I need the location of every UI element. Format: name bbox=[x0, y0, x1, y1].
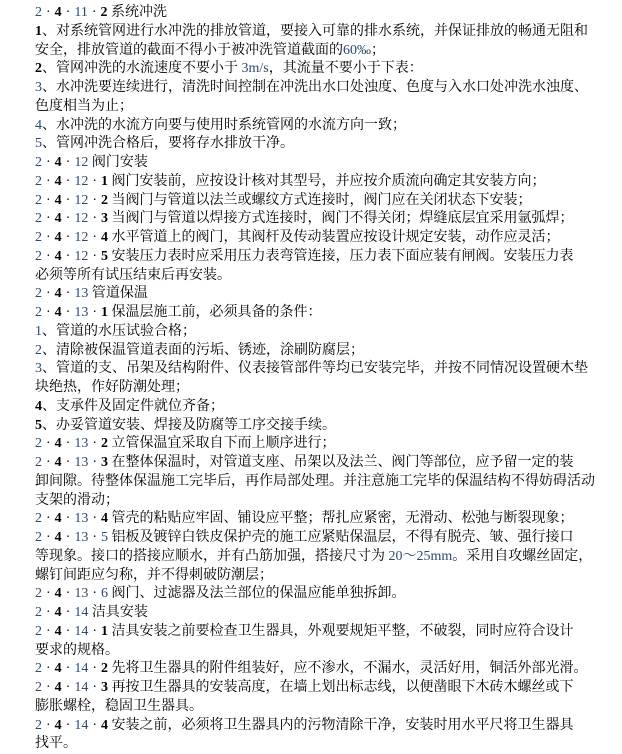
section-number: 14 bbox=[74, 605, 89, 620]
section-number: · bbox=[65, 192, 71, 208]
section-number: · bbox=[46, 623, 51, 639]
text-line bbox=[35, 604, 622, 623]
text-line bbox=[35, 548, 622, 567]
text-line bbox=[35, 660, 622, 679]
body-text: 阀门安装 bbox=[88, 155, 148, 170]
section-number: 12 bbox=[74, 211, 89, 227]
body-text: 、管道的水压试验合格； bbox=[42, 323, 196, 339]
body-text: 安装压力表时应采用压力表弯管连接，压力表下面应装有闸阀。安装压力表 bbox=[108, 248, 574, 264]
section-number: 4 bbox=[54, 530, 62, 545]
section-number: · bbox=[46, 661, 51, 677]
section-number: · bbox=[92, 530, 98, 545]
body-text: 在整体保温时，对管道支座、吊架以及法兰、阀门等部位，应予留一定的装 bbox=[108, 455, 574, 470]
body-text: ，其流量不要小于下表： bbox=[268, 61, 423, 77]
body-text: 当阀门与管道以法兰或螺纹方式连接时，阀门应在关闭状态下安装； bbox=[108, 192, 532, 208]
section-number: 6 bbox=[101, 586, 109, 602]
body-text: 、清除被保温管道表面的污垢、锈迹，涂刷防腐层； bbox=[42, 342, 364, 358]
text-line bbox=[35, 60, 622, 79]
section-number: 2 bbox=[35, 680, 42, 695]
text-line bbox=[35, 192, 622, 211]
body-text: 安全，排放管道的截面不得小于被冲洗管道截面的 bbox=[35, 42, 343, 58]
body-text: 铝板及镀锌白铁皮保护壳的施工应紧贴保温层，不得有脱壳、皱、强行接口 bbox=[108, 530, 574, 545]
body-text: 螺钉间距应匀称，并不得刺破防潮层； bbox=[35, 567, 273, 583]
section-number: 13 bbox=[74, 305, 89, 320]
section-number: 2 bbox=[101, 192, 109, 208]
body-text: 阀门安装前，应按设计核对其型号，并应按介质流向确定其安装方向； bbox=[108, 173, 546, 189]
body-text: 、支承件及固定件就位齐备； bbox=[42, 398, 224, 414]
text-line bbox=[35, 173, 622, 192]
section-number: · bbox=[65, 155, 71, 170]
section-number: 20～25mm bbox=[388, 548, 453, 564]
section-number: 4 bbox=[54, 717, 62, 733]
section-number: 4 bbox=[54, 211, 62, 227]
section-number: 14 bbox=[74, 717, 89, 733]
section-number: · bbox=[46, 511, 51, 527]
body-text: 系统冲洗 bbox=[107, 5, 167, 20]
section-number: 13 bbox=[74, 286, 89, 302]
text-line bbox=[35, 323, 622, 342]
section-number: 60‰ bbox=[343, 42, 371, 58]
section-number: 2 bbox=[35, 342, 42, 358]
section-number: · bbox=[65, 436, 71, 452]
section-number: 2 bbox=[35, 455, 42, 470]
text-line bbox=[35, 360, 622, 379]
text-line bbox=[35, 98, 622, 117]
section-number: · bbox=[46, 586, 51, 602]
section-number: · bbox=[65, 173, 71, 189]
section-number: 2 bbox=[35, 211, 42, 227]
body-text: 必须等所有试压结束后再安装。 bbox=[35, 267, 231, 283]
section-number: 14 bbox=[74, 661, 89, 677]
text-line bbox=[35, 642, 622, 661]
section-number: 3 bbox=[101, 211, 109, 227]
section-number: · bbox=[65, 5, 71, 20]
section-number: · bbox=[92, 455, 98, 470]
text-line bbox=[35, 229, 622, 248]
body-text: 、对系统管网进行水冲洗的排放管道，要接入可靠的排水系统，并保证排放的畅通无阻和 bbox=[42, 23, 588, 39]
section-number: 4 bbox=[54, 680, 62, 695]
section-number: 5 bbox=[35, 136, 42, 152]
section-number: 3 bbox=[35, 361, 42, 377]
section-number: 2 bbox=[35, 61, 42, 77]
section-number: 5 bbox=[101, 530, 109, 545]
section-number: · bbox=[92, 436, 98, 452]
section-number: 2 bbox=[35, 155, 42, 170]
section-number: 5 bbox=[35, 417, 42, 433]
section-number: 13 bbox=[74, 436, 89, 452]
section-number: · bbox=[92, 305, 98, 320]
text-line bbox=[35, 492, 622, 511]
text-line bbox=[35, 567, 622, 586]
body-text: 当阀门与管道以焊接方式连接时，阀门不得关闭；焊缝底层宜采用氩弧焊； bbox=[108, 211, 574, 227]
section-number: 2 bbox=[35, 192, 42, 208]
body-text: 膨胀螺栓，稳固卫生器具。 bbox=[35, 698, 203, 714]
section-number: 2 bbox=[35, 586, 42, 602]
text-line bbox=[35, 454, 622, 473]
section-number: · bbox=[65, 248, 71, 264]
section-number: · bbox=[65, 455, 71, 470]
text-line bbox=[35, 135, 622, 154]
section-number: · bbox=[65, 623, 71, 639]
section-number: · bbox=[65, 717, 71, 733]
section-number: 3 bbox=[101, 455, 109, 470]
text-line bbox=[35, 210, 622, 229]
section-number: 14 bbox=[74, 623, 89, 639]
text-line bbox=[35, 435, 622, 454]
section-number: · bbox=[65, 605, 71, 620]
body-text: 安装之前，必须将卫生器具内的污物清除干净，安装时用水平尺将卫生器具 bbox=[108, 717, 574, 733]
section-number: · bbox=[46, 286, 51, 302]
section-number: 2 bbox=[35, 230, 42, 245]
body-text: 、办妥管道安装、焊接及防腐等工序交接手续。 bbox=[42, 417, 336, 433]
section-number: 4 bbox=[35, 398, 42, 414]
body-text: 管壳的粘贴应牢固、铺设应平整；帮扎应紧密，无滑动、松弛与断裂现象； bbox=[108, 511, 574, 527]
section-number: · bbox=[65, 680, 71, 695]
section-number: 12 bbox=[74, 155, 89, 170]
text-line bbox=[35, 342, 622, 361]
section-number: 4 bbox=[101, 717, 109, 733]
section-number: 4 bbox=[101, 230, 109, 245]
body-text: 、管道的支、吊架及结构附件、仪表接管部件等均已安装完毕，并按不同情况设置硬木垫 bbox=[42, 361, 588, 377]
section-number: · bbox=[92, 586, 98, 602]
section-number: 2 bbox=[35, 605, 42, 620]
section-number: 5 bbox=[101, 248, 109, 264]
section-number: 13 bbox=[74, 586, 89, 602]
section-number: 2 bbox=[101, 436, 109, 452]
section-number: 2 bbox=[35, 248, 42, 264]
section-number: 2 bbox=[35, 173, 42, 189]
body-text: 要求的规格。 bbox=[35, 642, 119, 658]
section-number: 3m/s bbox=[241, 61, 269, 77]
text-line bbox=[35, 529, 622, 548]
body-text: 卸间隙。待整体保温施工完毕后，再作局部处理。并注意施工完毕的保温结构不得妨碍活动 bbox=[35, 473, 595, 489]
section-number: 11 bbox=[74, 5, 88, 20]
text-line bbox=[35, 698, 622, 717]
section-number: · bbox=[46, 248, 51, 264]
text-line bbox=[35, 417, 622, 436]
section-number: 4 bbox=[54, 436, 62, 452]
body-text: ； bbox=[371, 42, 385, 58]
section-number: 4 bbox=[54, 586, 62, 602]
text-line bbox=[35, 79, 622, 98]
body-text: 水平管道上的阀门，其阀杆及传动装置应按设计规定安装，动作应灵活； bbox=[108, 230, 560, 245]
section-number: 4 bbox=[54, 173, 62, 189]
section-number: · bbox=[46, 155, 51, 170]
section-number: 2 bbox=[35, 305, 42, 320]
section-number: 3 bbox=[101, 680, 109, 695]
document-body bbox=[35, 4, 622, 754]
body-text: 先将卫生器具的附件组装好，应不渗水，不漏水，灵活好用，铜活外部光滑。 bbox=[108, 661, 588, 677]
body-text: 找平。 bbox=[35, 736, 77, 752]
section-number: 4 bbox=[54, 155, 62, 170]
body-text: 、管网冲洗的水流速度不要小于 bbox=[42, 61, 242, 77]
section-number: · bbox=[92, 511, 98, 527]
text-line bbox=[35, 735, 622, 754]
section-number: · bbox=[65, 530, 71, 545]
section-number: 2 bbox=[101, 661, 109, 677]
text-line bbox=[35, 42, 622, 61]
section-number: · bbox=[65, 230, 71, 245]
section-number: 4 bbox=[35, 117, 42, 133]
section-number: 1 bbox=[101, 305, 109, 320]
section-number: 4 bbox=[54, 623, 62, 639]
section-number: · bbox=[46, 5, 51, 20]
section-number: · bbox=[92, 717, 98, 733]
text-line bbox=[35, 717, 622, 736]
section-number: 12 bbox=[74, 192, 89, 208]
section-number: 2 bbox=[35, 623, 42, 639]
section-number: 2 bbox=[35, 530, 42, 545]
section-number: 4 bbox=[54, 286, 62, 302]
text-line bbox=[35, 267, 622, 286]
section-number: · bbox=[65, 511, 71, 527]
section-number: · bbox=[46, 436, 51, 452]
body-text: 保温层施工前，必须具备的条件： bbox=[108, 305, 322, 320]
text-line bbox=[35, 398, 622, 417]
text-line bbox=[35, 510, 622, 529]
section-number: 4 bbox=[54, 192, 62, 208]
text-line bbox=[35, 623, 622, 642]
section-number: 2 bbox=[35, 717, 42, 733]
section-number: 2 bbox=[100, 5, 108, 20]
section-number: · bbox=[65, 286, 71, 302]
text-line bbox=[35, 379, 622, 398]
section-number: 1 bbox=[101, 623, 109, 639]
section-number: 2 bbox=[35, 661, 42, 677]
section-number: · bbox=[65, 661, 71, 677]
section-number: · bbox=[92, 623, 98, 639]
section-number: · bbox=[92, 230, 98, 245]
section-number: · bbox=[46, 680, 51, 695]
body-text: 支架的滑动； bbox=[35, 492, 119, 508]
section-number: 4 bbox=[54, 511, 62, 527]
section-number: 2 bbox=[35, 286, 42, 302]
text-line bbox=[35, 473, 622, 492]
section-number: · bbox=[46, 605, 51, 620]
section-number: · bbox=[46, 230, 51, 245]
body-text: 块绝热，作好防潮处理； bbox=[35, 380, 189, 395]
body-text: 管道保温 bbox=[88, 286, 148, 302]
section-number: · bbox=[46, 530, 51, 545]
section-number: 12 bbox=[74, 248, 89, 264]
text-line bbox=[35, 304, 622, 323]
section-number: 4 bbox=[54, 455, 62, 470]
text-line bbox=[35, 117, 622, 136]
text-line bbox=[35, 285, 622, 304]
section-number: · bbox=[92, 173, 98, 189]
section-number: · bbox=[91, 5, 97, 20]
section-number: · bbox=[92, 661, 98, 677]
body-text: 阀门、过滤器及法兰部位的保温应能单独拆卸。 bbox=[108, 586, 406, 602]
text-line bbox=[35, 4, 622, 23]
body-text: 立管保温宜采取自下而上顺序进行； bbox=[108, 436, 336, 452]
section-number: 4 bbox=[54, 248, 62, 264]
section-number: · bbox=[46, 173, 51, 189]
section-number: · bbox=[46, 305, 51, 320]
section-number: 2 bbox=[35, 436, 42, 452]
section-number: · bbox=[92, 211, 98, 227]
section-number: 4 bbox=[54, 661, 62, 677]
section-number: 4 bbox=[101, 511, 109, 527]
section-number: 4 bbox=[54, 305, 62, 320]
section-number: · bbox=[65, 211, 71, 227]
section-number: 2 bbox=[35, 5, 42, 20]
body-text: 洁具安装之前要检查卫生器具，外观要规矩平整，不破裂，同时应符合设计 bbox=[108, 623, 574, 639]
section-number: · bbox=[65, 305, 71, 320]
section-number: 13 bbox=[74, 455, 89, 470]
text-line bbox=[35, 585, 622, 604]
section-number: · bbox=[46, 211, 51, 227]
section-number: 1 bbox=[35, 323, 42, 339]
section-number: · bbox=[46, 455, 51, 470]
text-line bbox=[35, 248, 622, 267]
text-line bbox=[35, 679, 622, 698]
body-text: 。采用自攻螺丝固定， bbox=[452, 548, 593, 564]
body-text: 、水冲洗的水流方向要与使用时系统管网的水流方向一致； bbox=[42, 117, 406, 133]
body-text: 等现象。接口的搭接应顺水，并有凸筋加强，搭接尺寸为 bbox=[35, 548, 389, 564]
body-text: 再按卫生器具的安装高度，在墙上划出标志线，以便凿眼下木砖木螺丝或下 bbox=[108, 680, 574, 695]
section-number: 13 bbox=[74, 530, 89, 545]
body-text: 洁具安装 bbox=[88, 605, 148, 620]
section-number: 2 bbox=[35, 511, 42, 527]
section-number: · bbox=[46, 717, 51, 733]
section-number: 4 bbox=[54, 605, 62, 620]
section-number: · bbox=[65, 586, 71, 602]
section-number: 4 bbox=[54, 5, 62, 20]
text-line bbox=[35, 23, 622, 42]
section-number: 14 bbox=[74, 680, 89, 695]
section-number: 13 bbox=[74, 511, 89, 527]
section-number: · bbox=[92, 248, 98, 264]
section-number: · bbox=[92, 680, 98, 695]
body-text: 、水冲洗要连续进行，清洗时间控制在冲洗出水口处浊度、色度与入水口处冲洗水浊度、 bbox=[42, 80, 588, 95]
section-number: · bbox=[46, 192, 51, 208]
section-number: 3 bbox=[35, 80, 42, 95]
section-number: 12 bbox=[74, 173, 89, 189]
section-number: 4 bbox=[54, 230, 62, 245]
section-number: 1 bbox=[101, 173, 109, 189]
section-number: · bbox=[92, 192, 98, 208]
text-line bbox=[35, 154, 622, 173]
section-number: 12 bbox=[74, 230, 89, 245]
body-text: 、管网冲洗合格后，要将存水排放干净。 bbox=[42, 136, 294, 152]
section-number: 1 bbox=[35, 23, 42, 39]
body-text: 色度相当为止； bbox=[35, 98, 133, 114]
